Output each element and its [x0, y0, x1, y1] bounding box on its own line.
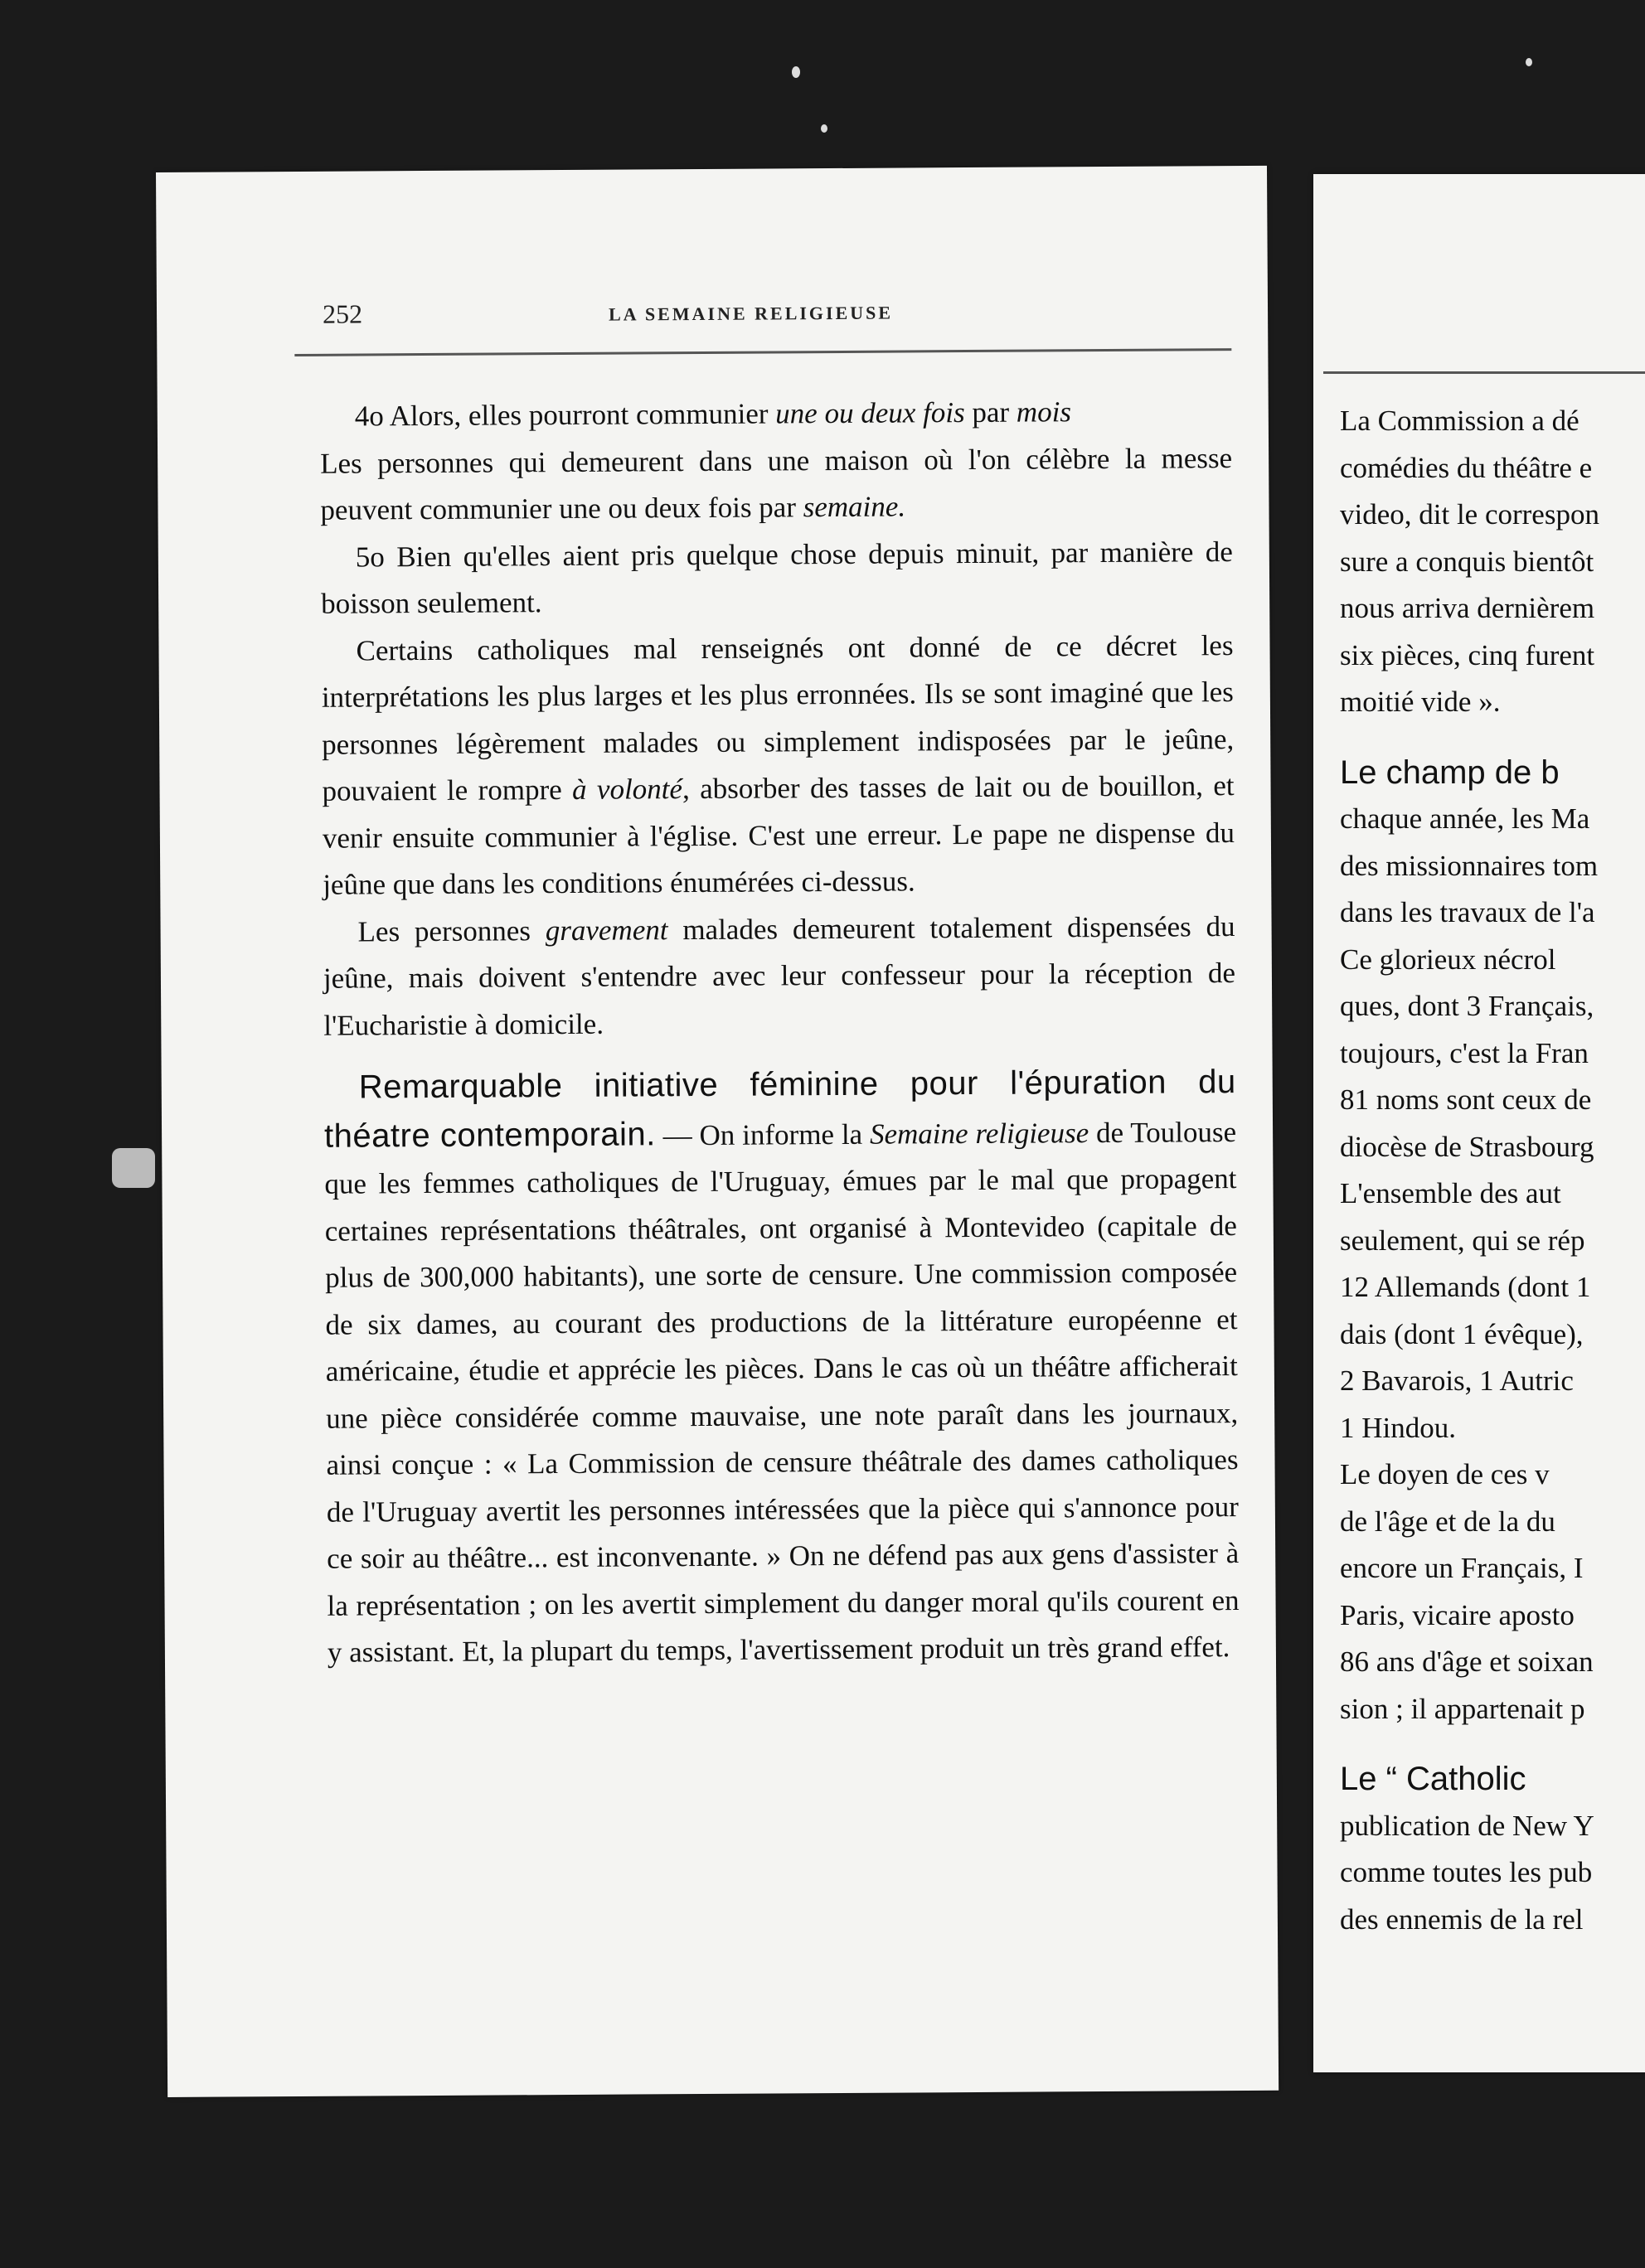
text-run: 4o Alors, elles pourront communier [354, 397, 776, 433]
text-line: sure a conquis bientôt [1340, 545, 1594, 578]
paragraph-4 [321, 623, 1235, 909]
text-line: 81 noms sont ceux de [1340, 1083, 1592, 1116]
text-line: Ce glorieux nécrol [1340, 943, 1556, 976]
header-rule [1323, 371, 1645, 374]
text-line: encore un Français, I [1340, 1552, 1584, 1584]
right-heading-2: Le champ de b [1340, 754, 1560, 791]
text-run: malades demeurent totalement dispensées du jeûne, mais doivent s'entendre avec leur confesseur pour la réception de l'Eucharistie à domicile. [323, 909, 1236, 1042]
text-line: sion ; il appartenait p [1340, 1692, 1585, 1725]
text-line: comme toutes les pub [1340, 1856, 1593, 1888]
italic-run: semaine. [803, 490, 906, 524]
left-body-text [320, 388, 1240, 1676]
dust-speck [1526, 58, 1532, 66]
italic-run: à volonté [571, 773, 683, 806]
right-heading-3: Le “ Catholic [1340, 1761, 1526, 1797]
right-block-3 [1340, 1803, 1645, 1944]
text-run: , absorber des tasses de lait ou de bouillon, et venir ensuite communier à l'église. C'est une erreur. Le pape ne dispense du jeûne que dans les conditions énumérées ci-dessus. [322, 769, 1235, 901]
text-line: ques, dont 3 Français, [1340, 990, 1594, 1022]
dust-speck [112, 1148, 155, 1188]
text-run: — On informe la [655, 1117, 871, 1151]
paragraph-1 [320, 388, 1232, 440]
text-run: Les personnes [357, 914, 546, 948]
text-line: L'ensemble des aut [1340, 1177, 1561, 1209]
text-line: des ennemis de la rel [1340, 1902, 1584, 1936]
text-line: moitié vide ». [1340, 686, 1501, 718]
header-rule [294, 348, 1231, 356]
text-run: de Toulouse que les femmes catholiques de l'Uruguay, émues par le mal que propagent certaines représentations théâtrales, ont organisé à Montevideo (capitale de plus de 300,000 habitants), une sorte de censure. Une commission composée de six dames, au courant des productions de la littérature européenne et américaine, étudie et apprécie les pièces. Dans le cas où un théâtre afficherait une pièce considérée comme mauvaise, une note paraît dans les journaux, ainsi conçue : « La Commission de censure théâtrale des dames catholiques de l'Uruguay avertit les personnes intéressées que la pièce qui s'annonce pour ce soir au théâtre... est inconvenante. » On ne défend pas aux gens d'assister à la représentation ; on les avertit simplement du danger moral qu'ils courent en y assistant. Et, la plupart du temps, l'avertissement produit un très grand effet. [324, 1115, 1240, 1669]
text-line: des missionnaires tom [1340, 849, 1599, 882]
paragraph-5 [323, 904, 1235, 1049]
right-body-text [1340, 398, 1645, 1943]
text-line: nous arriva dernièrem [1340, 592, 1595, 624]
running-head: LA SEMAINE RELIGIEUSE [608, 302, 894, 325]
text-line: 2 Bavarois, 1 Autric [1340, 1364, 1574, 1397]
text-line: dais (dont 1 évêque), [1340, 1317, 1584, 1350]
text-run: Les personnes qui demeurent dans une maison où l'on célèbre la messe peuvent communier une ou deux fois par [320, 441, 1233, 526]
paragraph-3: 5o Bien qu'elles aient pris quelque chose depuis minuit, par manière de boisson seulement. [321, 535, 1233, 620]
dust-speck [821, 124, 827, 133]
text-line: video, dit le correspon [1340, 498, 1599, 531]
text-line: chaque année, les Ma [1340, 802, 1590, 835]
text-line: La Commission a dé [1340, 405, 1579, 437]
text-line: 12 Allemands (dont 1 [1340, 1271, 1591, 1303]
text-line: Le doyen de ces v [1340, 1458, 1550, 1490]
paragraph-2 [320, 435, 1233, 535]
right-block-2 [1340, 796, 1645, 1732]
italic-run: une ou deux fois [775, 396, 965, 430]
text-line: de l'âge et de la du [1340, 1505, 1555, 1538]
text-line: 1 Hindou. [1340, 1411, 1456, 1444]
page-number: 252 [322, 298, 363, 329]
dust-speck [792, 66, 800, 78]
italic-run: Semaine religieuse [869, 1116, 1089, 1151]
italic-run: gravement [545, 913, 668, 947]
text-line: 86 ans d'âge et soixan [1340, 1645, 1594, 1678]
text-run: par [964, 395, 1017, 429]
left-page [156, 166, 1279, 2097]
text-line: diocèse de Strasbourg [1340, 1130, 1594, 1163]
text-line: dans les travaux de l'a [1340, 896, 1595, 928]
text-line: toujours, c'est la Fran [1340, 1036, 1589, 1069]
text-line: publication de New Y [1340, 1809, 1594, 1842]
italic-run: mois [1016, 395, 1072, 429]
text-line: six pièces, cinq furent [1340, 638, 1595, 671]
text-line: comédies du théâtre e [1340, 451, 1593, 484]
text-line: Paris, vicaire aposto [1340, 1598, 1575, 1631]
text-run: Certains catholiques mal renseignés ont donné de ce décret les interprétations les plus larges et les plus erronnées. Ils se sont imaginé que les personnes légèrement malades ou simplement indisposées par le jeûne, pouvaient le rompre [321, 628, 1235, 807]
text-line: seulement, qui se rép [1340, 1224, 1585, 1257]
right-block-1 [1340, 398, 1645, 726]
section-heading: Remarquable initiative féminine pour l'épuration du théatre contemporain. [323, 1064, 1236, 1155]
right-page [1313, 174, 1645, 2072]
paragraph-6 [324, 1059, 1240, 1676]
